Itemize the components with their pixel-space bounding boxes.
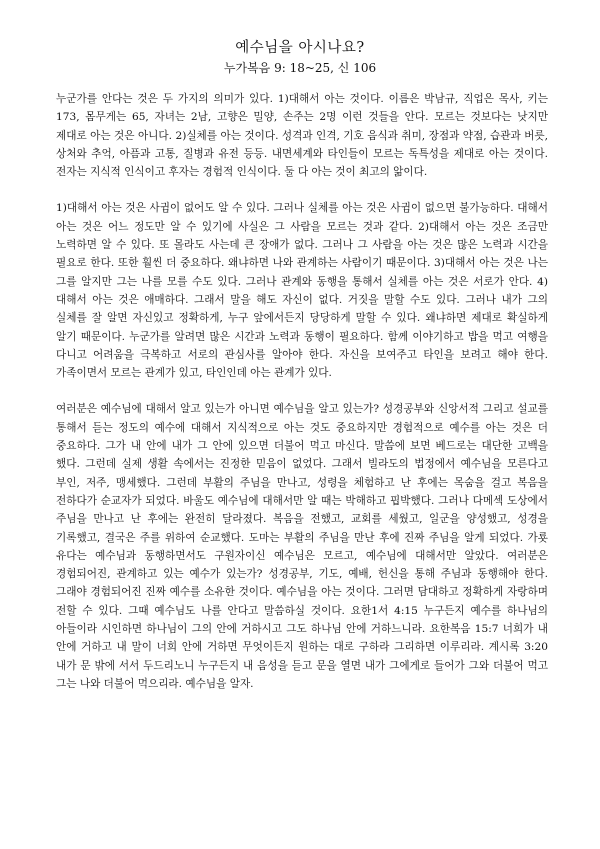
paragraph-3: 여러분은 예수님에 대해서 알고 있는가 아니면 예수님을 알고 있는가? 성경공부와 신앙서적 그리고 설교를 통해서 듣는 정도의 예수에 대해서 지식적으로 아는 것도 중요하지만 경험적으로 예수를 아는 것은 더 중요하다. 그가 내 안에 내가 그 안에 있으면 더불어 먹고 마신다. 말씀에 보면 베드로는 대단한 고백을 했다. 그런데 실제 생활 속에서는 진정한 믿음이 없었다. 그래서 빌라도의 법정에서 예수님을 모른다고 부인, 저주, 맹세했다. 그런데 부활의 주님을 만나고, 성령을 체험하고 난 후에는 목숨을 걸고 복음을 전하다가 순교자가 되었다. 바울도 예수님에 대해서만 알 때는 박해하고 핍박했다. 그러나 다메섹 도상에서 주님을 만나고 난 후에는 완전히 달라졌다. 복음을 전했고, 교회를 세웠고, 일군을 양성했고, 성경을 기록했고, 결국은 주를 위하여 순교했다. 도마는 부활의 주님을 만난 후에 진짜 주님을 알게 되었다. 가룟 유다는 예수님과 동행하면서도 구원자이신 예수님은 모르고, 예수님에 대해서만 알았다. 여러분은 경험되어진, 관계하고 있는 예수가 있는가? 성경공부, 기도, 예배, 헌신을 통해 주님과 동행해야 한다. 그래야 경험되어진 진짜 예수를 소유한 것이다. 예수님을 아는 것이다. 그러면 담대하고 정확하게 자랑하며 전할 수 있다. 그때 예수님도 나를 안다고 말씀하실 것이다. 요한1서 4:15 누구든지 예수를 하나님의 아들이라 시인하면 하나님이 그의 안에 거하시고 그도 하나님 안에 거하느니라. 요한복음 15:7 너희가 내 안에 거하고 내 말이 너희 안에 거하면 무엇이든지 원하는 대로 구하라 그리하면 이루리라. 계시록 3:20 내가 문 밖에 서서 두드리노니 누구든지 내 음성을 듣고 문을 열면 내가 그에게로 들어가 그와 더불어 먹고 그는 나와 더불어 먹으리라. 예수님을 알자. bbox=[56, 403, 548, 690]
paragraph-2: 1)대해서 아는 것은 사귐이 없어도 알 수 있다. 그러나 실체를 아는 것은 사귐이 없으면 불가능하다. 대해서 아는 것은 어느 정도만 알 수 있기에 사실은 그 사람을 모르는 것과 같다. 2)대해서 아는 것은 조금만 노력하면 알 수 있다. 또 몰라도 사는데 큰 장애가 없다. 그러나 그 사람을 아는 것은 많은 노력과 시간을 필요로 한다. 또한 훨씬 더 중요하다. 왜냐하면 나와 관계하는 사람이기 때문이다. 3)대해서 아는 것은 나는 그를 알지만 그는 나를 모를 수도 있다. 그러나 관계와 동행을 통해서 실체를 아는 것은 서로가 안다. 4)대해서 아는 것은 애매하다. 그래서 말을 해도 자신이 없다. 거짓을 말할 수도 있다. 그러나 내가 그의 실체를 잘 알면 자신있고 정확하게, 누구 앞에서든지 당당하게 말할 수 있다. 왜냐하면 제대로 확실하게 알기 때문이다. 누군가를 알려면 많은 시간과 노력과 동행이 필요하다. 함께 이야기하고 밥을 먹고 여행을 다니고 어려움을 극복하고 서로의 관심사를 알아야 한다. 자신을 보여주고 타인을 보려고 해야 한다. 가족이면서 모르는 관계가 있고, 타인인데 아는 관계가 있다. bbox=[56, 202, 548, 380]
scripture-reference: 누가복음 9: 18~25, 신 106 bbox=[223, 61, 377, 75]
sermon-body bbox=[56, 90, 548, 711]
sermon-title: 예수님을 아시나요? bbox=[235, 40, 365, 56]
paragraph-1: 누군가를 안다는 것은 두 가지의 의미가 있다. 1)대해서 아는 것이다. 이름은 박남규, 직업은 목사, 키는 173, 몸무게는 65, 자녀는 2남, 고향은 밀양, 손주는 2명 이런 것들을 안다. 모르는 것보다는 낫지만 제대로 아는 것은 아니다. 2)실체를 아는 것이다. 성격과 인격, 기호 음식과 취미, 장점과 약점, 습관과 버릇, 상처와 추억, 아픔과 고통, 질병과 유전 등등. 내면세계와 타인들이 모르는 독특성을 제대로 아는 것이다. 전자는 지식적 인식이고 후자는 경험적 인식이다. 둘 다 아는 것이 최고의 앎이다. bbox=[56, 93, 548, 179]
